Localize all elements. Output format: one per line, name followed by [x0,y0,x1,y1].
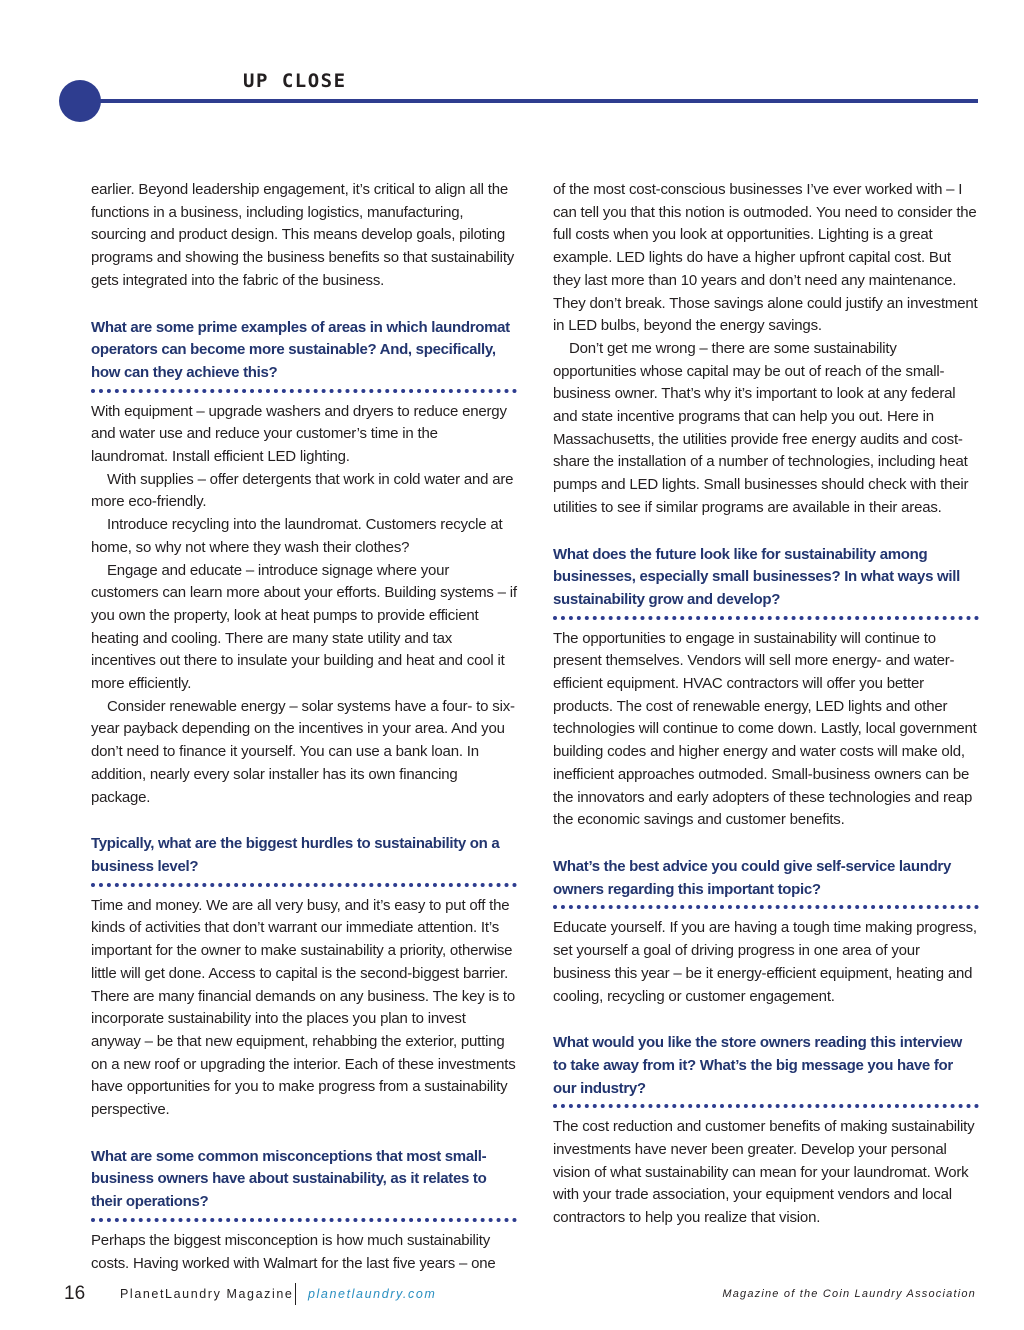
left-column [91,179,517,1275]
page-header [0,0,1024,130]
body-paragraph: earlier. Beyond leadership engagement, it’s critical to align all the functions in a business, including logistics, manufacturing, sourcing and product design. This means develop goals, piloting programs and showing the business benefits so that sustainability gets integrated into the fabric of the business. [91,181,515,289]
header-rule [96,99,978,103]
answer-paragraph: Consider renewable energy – solar systems have a four- to six-year payback depending on the incentives in your area. And you don’t need to finance it yourself. You can use a bank loan. In addition, nearly every solar installer has its own financing package. [91,697,515,806]
interview-question: What would you like the store owners reading this interview to take away from it? What’s the big message you have for our industry? [553,1032,979,1108]
answer-paragraph: With supplies – offer detergents that work in cold water and are more eco-friendly. [91,470,514,511]
page-footer [0,1280,1024,1310]
magazine-name: PlanetLaundry Magazine [120,1287,294,1301]
page-number: 16 [64,1283,86,1304]
answer-paragraph: Perhaps the biggest misconception is how much sustainability costs. Having worked with Walmart for the last five years – one [91,1231,496,1272]
website-link[interactable]: planetlaundry.com [308,1287,437,1301]
interview-question: Typically, what are the biggest hurdles to sustainability on a business level? [91,833,517,886]
interview-question: What are some prime examples of areas in which laundromat operators can become more sustainable? And, specifically, how can they achieve this? [91,317,517,393]
answer-paragraph: With equipment – upgrade washers and dryers to reduce energy and water use and reduce your customer’s time in the laundromat. Install efficient LED lighting. [91,402,507,466]
right-column [553,179,979,1230]
answer-paragraph: Introduce recycling into the laundromat. Customers recycle at home, so why not where they wash their clothes? [91,516,503,556]
interview-question: What does the future look like for sustainability among businesses, especially small businesses? In what ways will sustainability grow and develop? [553,544,979,620]
answer-paragraph: Engage and educate – introduce signage where your customers can learn more about your efforts. Building systems – if you own the property, look at heat pumps to provide efficient heating and cooling. There are many state utility and tax incentives out there to insulate your building and heat and cool it more efficiently. [91,561,517,693]
answer-paragraph: Don’t get me wrong – there are some sustainability opportunities whose capital may be out of reach of the small-business owner. That’s why it’s important to look at any federal and state incentive programs that can help you out. Here in Massachusetts, the utilities provide free energy audits and cost-share the installation of a number of technologies, including heat pumps and LED lights. Small businesses should check with their utilities to see if similar programs are available in their areas. [553,339,969,516]
section-label: UP CLOSE [243,70,347,92]
magazine-tagline: Magazine of the Coin Laundry Association [722,1288,976,1300]
interview-question: What are some common misconceptions that most small-business owners have about sustainability, as it relates to their operations? [91,1146,517,1222]
header-circle-ornament [59,80,101,122]
answer-paragraph: of the most cost-conscious businesses I’ve ever worked with – I can tell you that this notion is outmoded. You need to consider the full costs when you look at opportunities. Lighting is a great example. LED lights do have a higher upfront capital cost. But they last more than 10 years and don’t need any maintenance. They don’t break. Those savings alone could justify an investment in LED bulbs, beyond the energy savings. [553,181,978,335]
answer-paragraph: The opportunities to engage in sustainability will continue to present themselves. Vendors will sell more energy- and water-efficient equipment. HVAC contractors will offer you better products. The cost of renewable energy, LED lights and other technologies will continue to come down. Lastly, local government building codes and higher energy and water costs will make old, inefficient approaches outmoded. Small-business owners can be the innovators and early adopters of these technologies and reap the economic savings and customer benefits. [553,629,977,829]
answer-paragraph: Time and money. We are all very busy, and it’s easy to put off the kinds of activities that don’t warrant our immediate attention. It’s important for the owner to make sustainability a priority, otherwise little will get done. Access to capital is the second-biggest barrier. There are many financial demands on any business. The key is to incorporate sustainability into the places you plan to invest anyway – be that new equipment, rehabbing the exterior, putting on a new roof or upgrading the interior. Each of these investments have opportunities for you to make progress from a sustainability perspective. [91,896,516,1119]
footer-divider [295,1283,296,1305]
interview-question: What’s the best advice you could give self-service laundry owners regarding this important topic? [553,856,979,909]
answer-paragraph: The cost reduction and customer benefits of making sustainability investments have never been greater. Develop your personal vision of what sustainability can mean for your laundromat. Work with your trade association, your equipment vendors and local contractors to help you realize that vision. [553,1118,975,1227]
answer-paragraph: Educate yourself. If you are having a tough time making progress, set yourself a goal of driving progress in one area of your business this year – be it energy-efficient equipment, heating and cooling, recycling or customer engagement. [553,919,977,1005]
